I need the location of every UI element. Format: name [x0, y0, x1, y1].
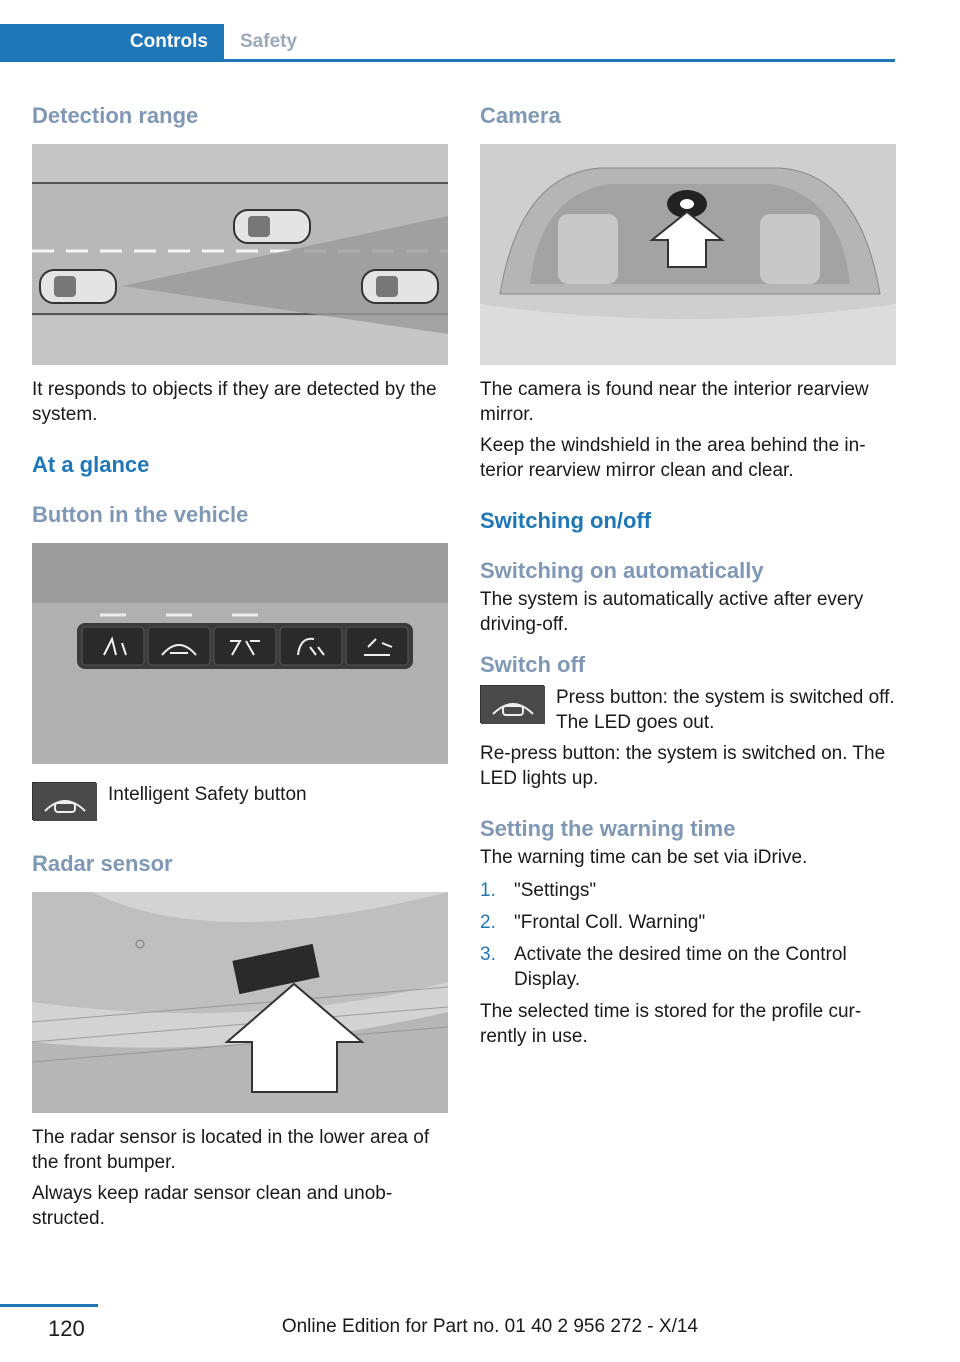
at-a-glance-heading: At a glance — [32, 452, 150, 477]
intelligent-safety-button-icon — [32, 782, 96, 820]
list-item — [480, 910, 896, 935]
warning-time-heading: Setting the warning time — [480, 816, 736, 841]
edition-text: Online Edition for Part no. 01 40 2 956 272 - X/14 — [281, 1316, 698, 1337]
detection-range-illustration — [32, 144, 448, 365]
footer-rule — [0, 1304, 98, 1307]
switching-on-auto-heading: Switching on automatically — [480, 558, 764, 583]
tab-controls[interactable]: Controls — [0, 24, 224, 59]
intelligent-safety-row — [32, 782, 448, 820]
warning-time-text: The warning time can be set via iDrive. — [480, 847, 808, 868]
switch-off-heading: Switch off — [480, 652, 586, 677]
radar-sensor-heading: Radar sensor — [32, 851, 173, 876]
page-number: 120 — [48, 1316, 85, 1341]
detection-range-heading: Detection range — [32, 103, 199, 128]
car-front — [234, 210, 310, 243]
camera-illustration — [480, 144, 896, 365]
radar-sensor-illustration — [32, 892, 448, 1113]
step-number: 1. — [480, 880, 496, 901]
step-text: "Settings" — [514, 880, 597, 901]
switch-off-row — [480, 685, 896, 735]
intelligent-safety-caption: Intelligent Safety button — [108, 784, 307, 805]
button-panel-illustration — [32, 543, 448, 764]
camera-text-1: The camera is found near the interior rearview mirror. — [480, 379, 869, 425]
switching-heading: Switching on/off — [480, 508, 652, 533]
camera-text-2: Keep the windshield in the area behind the in‐terior rearview mirror clean and clear. — [480, 435, 866, 481]
detection-range-text: It responds to objects if they are detected by the system. — [32, 379, 437, 425]
tab-safety[interactable]: Safety — [240, 31, 298, 52]
step-number: 3. — [480, 944, 496, 965]
switching-on-auto-text: The system is automatically active after every driving-off. — [480, 589, 864, 635]
car-ego — [40, 270, 116, 303]
step-text: "Frontal Coll. Warning" — [514, 912, 706, 933]
steps-list — [480, 878, 896, 992]
repress-text: Re-press button: the system is switched on. The LED lights up. — [480, 743, 886, 789]
right-column — [480, 100, 896, 1049]
list-item — [480, 878, 896, 903]
button-in-vehicle-heading: Button in the vehicle — [32, 502, 249, 527]
camera-heading: Camera — [480, 103, 561, 128]
switch-off-text: Press button: the system is switched off. The LED goes out. — [556, 687, 895, 733]
left-column — [32, 100, 448, 1231]
stored-text: The selected time is stored for the profile cur‐rently in use. — [480, 1001, 862, 1047]
radar-sensor-text-2: Always keep radar sensor clean and unob‐structed. — [32, 1183, 393, 1229]
car-right — [362, 270, 438, 303]
step-text: Activate the desired time on the Control Display. — [514, 944, 847, 990]
step-number: 2. — [480, 912, 496, 933]
chapter-tabs — [0, 24, 895, 62]
list-item — [480, 942, 896, 992]
radar-sensor-text-1: The radar sensor is located in the lower area of the front bumper. — [32, 1127, 430, 1173]
intelligent-safety-button-icon-2 — [480, 685, 544, 723]
